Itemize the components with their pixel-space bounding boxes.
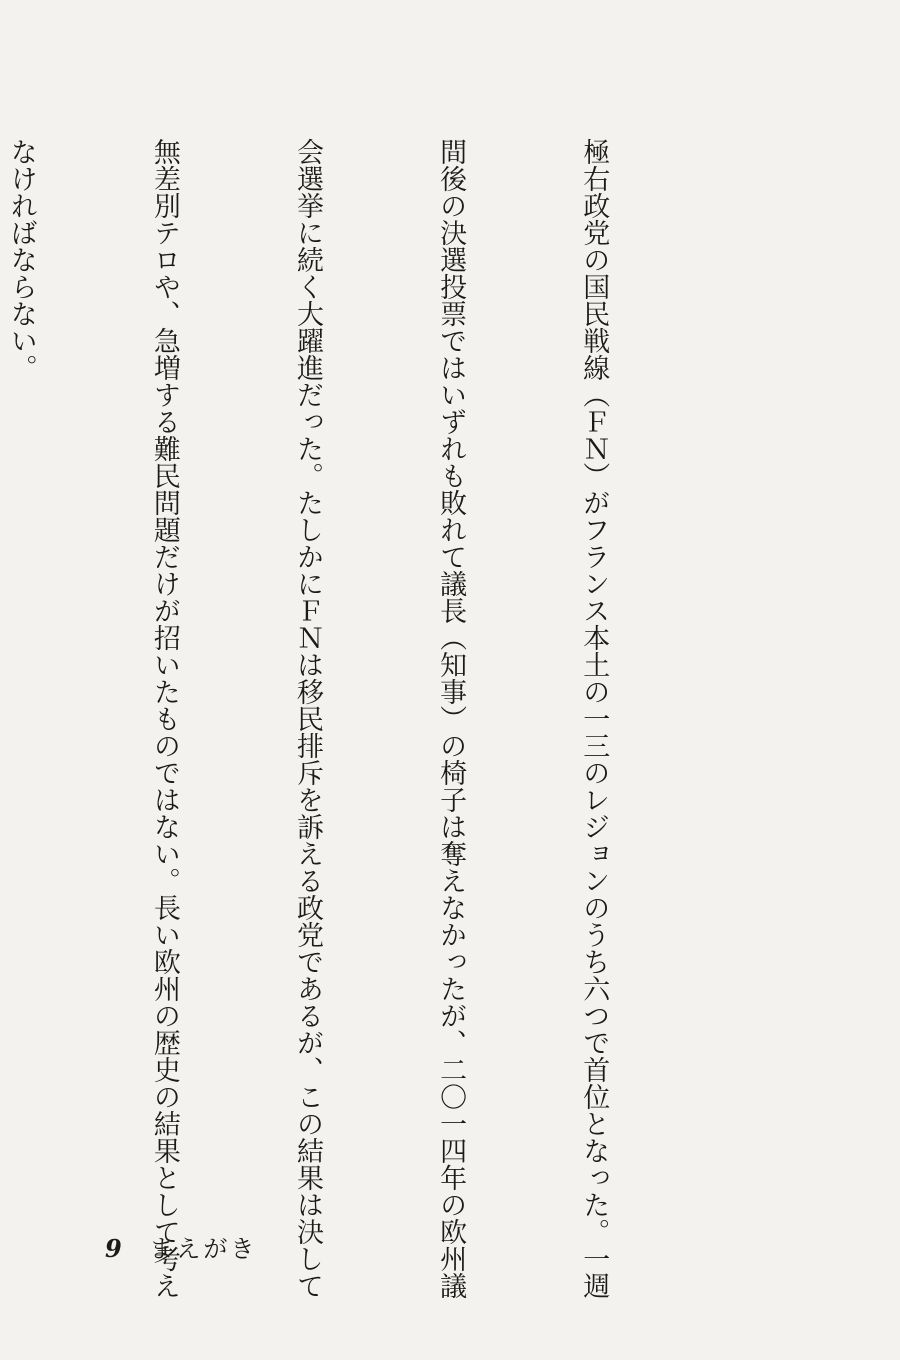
text-line: なければならない。: [5, 138, 37, 381]
page-number: 9: [105, 1234, 125, 1263]
text-line: 無差別テロや、急増する難民問題だけが招いたものではない。長い欧州の歴史の結果として考え: [148, 138, 180, 1299]
text-line: 会選挙に続く大躍進だった。たしかにＦＮは移民排斥を訴える政党であるが、この結果は決して: [291, 138, 323, 1299]
page-footer: [105, 1229, 257, 1264]
text-line: 極右政党の国民戦線（ＦＮ）がフランス本土の一三のレジョンのうち六つで首位となった。一週: [578, 138, 610, 1299]
section-title: まえがき: [149, 1235, 258, 1263]
text-line: 間後の決選投票ではいずれも敗れて議長（知事）の椅子は奪えなかったが、二〇一四年の欧州議: [435, 138, 467, 1299]
